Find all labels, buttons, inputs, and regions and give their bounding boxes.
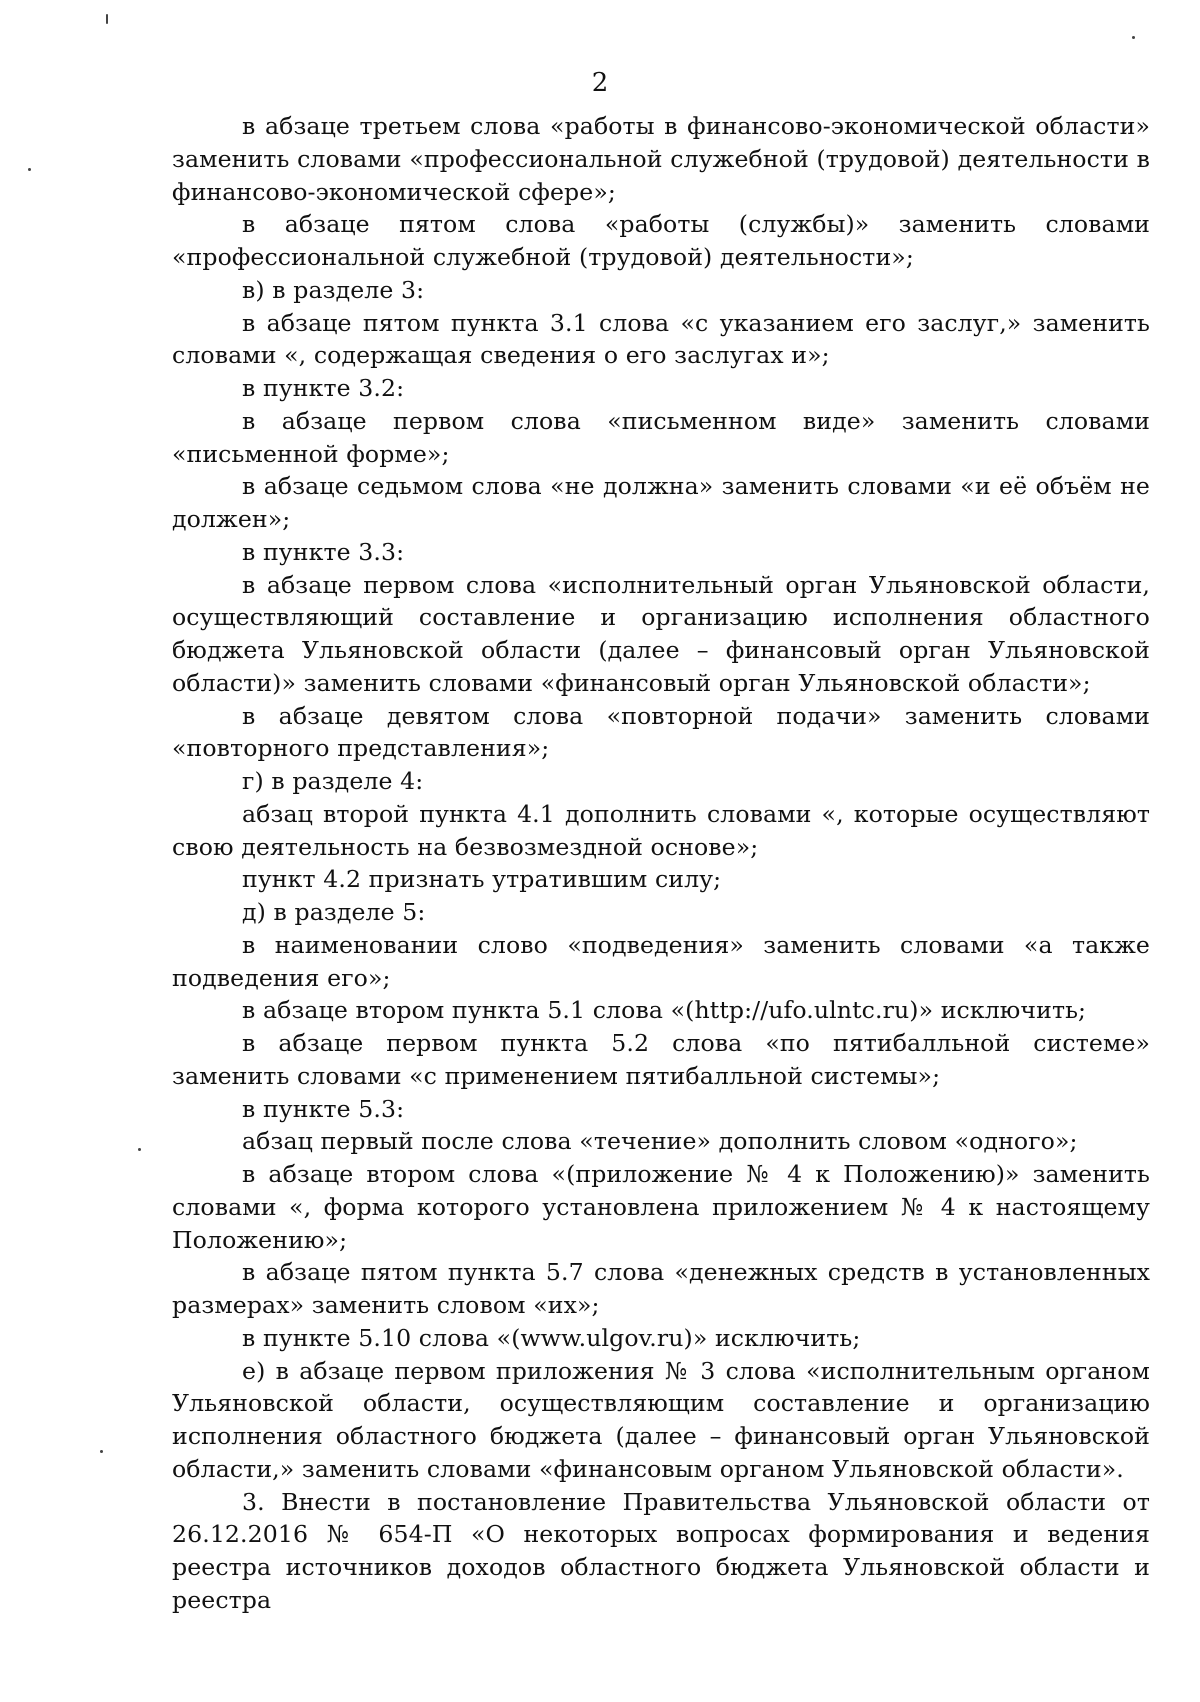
paragraph: в абзаце втором пункта 5.1 слова «(http://ufo.ulntc.ru)» исключить; [242, 996, 1087, 1025]
paragraph: в абзаце первом слова «письменном виде» заменить словами «письменной форме»; [172, 406, 1150, 468]
paragraph: в наименовании слово «подведения» заменить словами «а также подведения его»; [172, 930, 1150, 992]
paragraph: абзац первый после слова «течение» дополнить словом «одного»; [242, 1127, 1078, 1156]
paragraph: в пункте 5.3: [242, 1094, 405, 1123]
paragraph: 3. Внести в постановление Правительства Ульяновской области от 26.12.2016 № 654-П «О некоторых вопросах формирования и ведения реестра источников доходов областного бюджета Ульяновской области и реестра [172, 1487, 1150, 1614]
paragraph: в абзаце первом слова «исполнительный орган Ульяновской области, осуществляющий составление и организацию исполнения областного бюджета Ульяновской области (далее – финансовый орган Ульяновской области)» заменить словами «финансовый орган Ульяновской области»; [172, 570, 1150, 697]
paragraph: в абзаце первом пункта 5.2 слова «по пятибалльной системе» заменить словами «с применением пятибалльной системы»; [172, 1029, 1150, 1090]
paragraph: в пункте 3.2: [242, 374, 405, 402]
paragraph: в абзаце седьмом слова «не должна» заменить словами «и её объём не должен»; [172, 472, 1150, 533]
page-number: 2 [591, 68, 609, 98]
paragraph: пункт 4.2 признать утратившим силу; [242, 865, 722, 894]
scan-speck [28, 168, 31, 171]
document-body [172, 110, 1150, 1617]
paragraph: в абзаце пятом пункта 5.7 слова «денежных средств в установленных размерах» заменить словом «их»; [172, 1258, 1150, 1319]
paragraph: г) в разделе 4: [242, 767, 424, 795]
paragraph: в абзаце втором слова «(приложение № 4 к Положению)» заменить словами «, форма которого установлена приложением № 4 к настоящему Положению»; [172, 1160, 1150, 1254]
paragraph: е) в абзаце первом приложения № 3 слова «исполнительным органом Ульяновской области, осуществляющим составление и организацию исполнения областного бюджета (далее – финансовый орган Ульяновской области,» заменить словами «финансовым органом Ульяновской области». [172, 1356, 1150, 1483]
paragraph: в пункте 3.3: [242, 537, 405, 566]
paragraph: в абзаце пятом слова «работы (службы)» заменить словами «профессиональной служебной (трудовой) деятельности»; [172, 210, 1150, 271]
scan-speck [106, 14, 108, 24]
paragraph: д) в разделе 5: [242, 898, 426, 926]
scan-speck [138, 1148, 141, 1151]
paragraph: в абзаце третьем слова «работы в финансово-экономической области» заменить словами «профессиональной служебной (трудовой) деятельности в финансово-экономической сфере»; [172, 112, 1150, 206]
paragraph: в абзаце пятом пункта 3.1 слова «с указанием его заслуг,» заменить словами «, содержащая сведения о его заслугах и»; [172, 308, 1150, 370]
scan-speck [1132, 36, 1135, 39]
scan-speck [100, 1450, 103, 1453]
paragraph: в абзаце девятом слова «повторной подачи» заменить словами «повторного представления»; [172, 701, 1150, 763]
paragraph: абзац второй пункта 4.1 дополнить словами «, которые осуществляют свою деятельность на безвозмездной основе»; [172, 799, 1150, 861]
paragraph: в) в разделе 3: [242, 275, 425, 304]
paragraph: в пункте 5.10 слова «(www.ulgov.ru)» исключить; [242, 1323, 861, 1352]
